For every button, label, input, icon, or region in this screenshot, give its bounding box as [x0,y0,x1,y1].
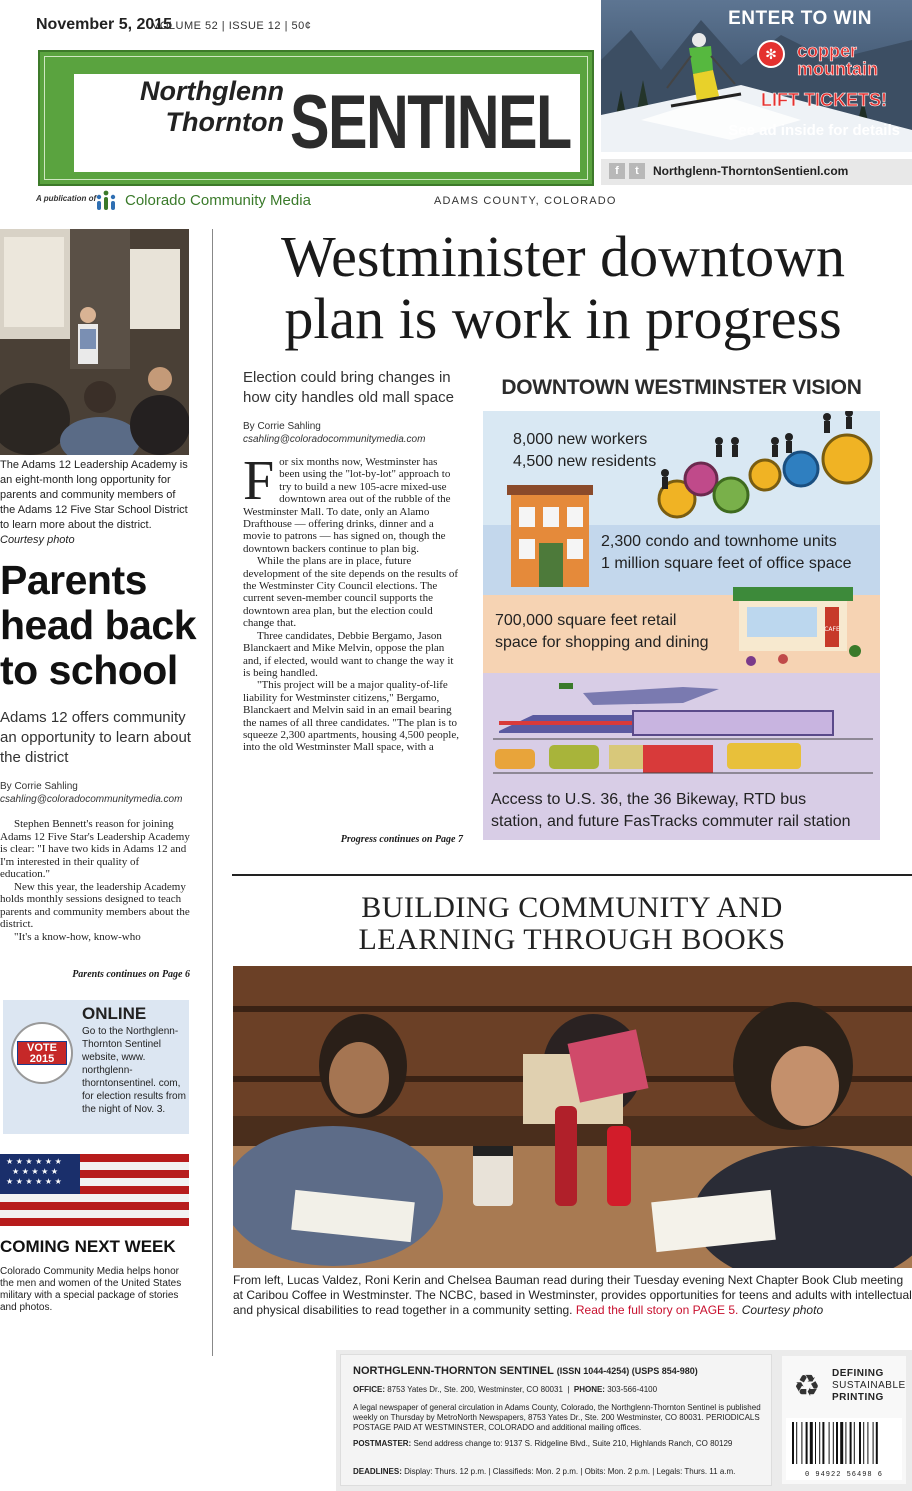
book-club-photo [233,966,912,1268]
ad-prize: LIFT TICKETS! [761,90,887,110]
infographic-retail: 700,000 square feet retail space for shopping and dining [495,612,709,651]
ad-cta[interactable]: See ad inside for details [728,122,900,139]
leadership-academy-photo [0,229,189,455]
book-club-caption: From left, Lucas Valdez, Roni Kerin and Chelsea Bauman read during their Tuesday evening Next Chapter Book Club meeting at Caribou Coffee in Westminster. The NCBC, based in Westminster, provides opportunities for teens and adults with intellectual and physical disabilities to read together in a community setting. Read the full story on PAGE 5. Courtesy photo [233,1273,912,1317]
footer-title: NORTHGLENN-THORNTON SENTINEL (ISSN 1044-4254) (USPS 854-980) [353,1365,698,1377]
american-flag-image [0,1154,189,1226]
online-box [3,1000,189,1134]
main-jump-line[interactable]: Progress continues on Page 7 [340,834,463,845]
main-story-body: For six months now, Westminster has been using the "lot-by-lot" approach to try to build a new 105-acre mixed-use downtown area out of the rubble of the Westminster Mall. To date, only an Alamo Drafthouse — offering drinks, dinner and a movie to patrons — has signed on, though the downtown backers continue to plan big. While the plans are in place, future development of the site depends on the results of the Westminster City Council elections. The current seven-member council supports the downtown area plan, but the election could change that. Three candidates, Debbie Bergamo, Jason Blanckaert and Mike Melvin, oppose the plan and, if elected, would want to change the way it is being handled. "This project will be a major quality-of-life liability for Westminster citizens," Bergamo, Blanckaert and Melvin said in an email bearing the names of all three candidates. "The plan is to squeeze 2,300 apartments, housing 4,500 people, into the old Westminster Mall space, with a [243,450,459,754]
volume-line: VOLUME 52 | ISSUE 12 | 50¢ [152,20,312,32]
website-url[interactable]: Northglenn-ThorntonSentienl.com [653,164,849,178]
gears-icon [659,435,871,517]
full-story-link[interactable]: Read the full story on PAGE 5. [575,1303,739,1317]
publication-of-label: A publication of [36,194,97,203]
publisher-name[interactable]: Colorado Community Media [125,192,311,209]
copper-mountain-ad[interactable] [601,0,912,152]
author-email[interactable]: csahling@coloradocommunitymedia.com [0,794,183,805]
svg-text:♻: ♻ [793,1369,821,1402]
transport-icon [493,683,873,773]
drop-cap: F [243,450,275,512]
sustainable-printing-label: DEFINING SUSTAINABLE PRINTING [832,1368,906,1403]
left-deck: Adams 12 offers community an opportunity to learn about the district [0,709,191,766]
infographic-transit: Access to U.S. 36, the 36 Bikeway, RTD bus station, and future FasTracks commuter rail station [491,791,851,830]
online-title: ONLINE [82,1004,147,1023]
county-label: ADAMS COUNTY, COLORADO [434,195,617,207]
book-photo-credit: Courtesy photo [741,1303,824,1317]
ad-enter-text: ENTER TO WIN [728,8,872,29]
left-photo-caption: The Adams 12 Leadership Academy is an eight-month long opportunity for parents and community members of the Adams 12 Five Star School District to learn more about the district. Courtesy photo [0,459,188,546]
left-headline[interactable]: Parents head back to school [0,557,197,693]
svg-text:★ ★ ★ ★ ★ ★: ★ ★ ★ ★ ★ ★ [6,1157,62,1166]
newspaper-flag [38,50,594,186]
section-divider [232,874,912,876]
issue-date: November 5, 2015 [36,16,173,33]
infographic-title: DOWNTOWN WESTMINSTER VISION [501,376,862,399]
online-text: Go to the Northglenn-Thornton Sentinel website, www. northglenn-thorntonsentinel. com, for election results from the night of Nov. 3. [82,1026,186,1115]
main-byline: By Corrie Sahling csahling@coloradocommunitymedia.com [243,421,426,445]
main-headline[interactable]: Westminister downtown plan is work in progress [281,224,845,351]
infographic-workers: 8,000 new workers 4,500 new residents [513,431,657,470]
footer-postmaster: POSTMASTER: Send address change to: 9137 S. Ridgeline Blvd., Suite 210, Highlands Ranch, CO 80129 [353,1439,733,1448]
barcode-number: 0 94922 56498 6 [804,1471,883,1479]
footer-deadlines: DEADLINES: Display: Thurs. 12 p.m. | Classifieds: Mon. 2 p.m. | Obits: Mon. 2 p.m. | Legals: Thurs. 11 a.m. [353,1467,736,1476]
facebook-icon[interactable]: f [609,163,625,179]
cafe-sign-text: CAFE [824,626,840,633]
footer-info [336,1350,912,1491]
main-deck: Election could bring changes in how city handles old mall space [243,369,454,406]
barcode-image [786,1418,902,1480]
twitter-icon[interactable]: t [629,163,645,179]
svg-text:✻: ✻ [765,47,777,63]
recycle-icon [790,1368,824,1402]
storefront-icon [733,587,861,666]
social-bar [601,159,912,185]
ccm-logo-icon [94,190,118,212]
left-jump-line[interactable]: Parents continues on Page 6 [72,969,190,980]
building-icon [507,485,593,587]
main-author-email[interactable]: csahling@coloradocommunitymedia.com [243,434,426,445]
flag-city-name: Northglenn Thornton [140,76,284,137]
left-story-body: Stephen Bennett's reason for joining Adams 12 Five Star's Leadership Academy is clear: "I have two kids in Adams 12 and I'm interested in their quality of education." New this year, the leadership Academy holds monthly sessions designed to teach parents and community members about the district. "It's a know-how, know-who [0,818,190,943]
footer-office: OFFICE: 8753 Yates Dr., Ste. 200, Westminster, CO 80031 | PHONE: 303-566-4100 [353,1385,658,1394]
downtown-vision-infographic [483,411,880,840]
flag-title: SENTINEL [290,80,571,165]
books-headline[interactable]: BUILDING COMMUNITY AND LEARNING THROUGH BOOKS [358,891,786,956]
svg-text:★ ★ ★ ★ ★ ★: ★ ★ ★ ★ ★ ★ [6,1177,62,1186]
coming-next-week-text: Colorado Community Media helps honor the men and women of the United States military with a special package of stories and photos. [0,1266,182,1313]
footer-legal: A legal newspaper of general circulation in Adams County, Colorado, the Northglenn-Thornton Sentinel is published weekly on Thursday by MetroNorth Newspapers, 8753 Yates Dr., Ste. 200 Westminster, CO 80031. PERIODICALS POSTAGE PAID AT WESTMINSTER, COLORADO and additional mailing offices. [353,1403,761,1432]
infographic-housing: 2,300 condo and townhome units 1 million square feet of office space [601,533,852,572]
ad-brand: copper mountain [797,41,878,79]
column-divider [212,229,213,1356]
left-byline: By Corrie Sahling csahling@coloradocommunitymedia.com [0,781,183,805]
vote-2015-icon: VOTE 2015 [11,1022,73,1084]
svg-text:★ ★ ★ ★ ★: ★ ★ ★ ★ ★ [12,1167,59,1176]
photo-credit: Courtesy photo [0,534,75,546]
coming-next-week-title: COMING NEXT WEEK [0,1237,176,1256]
